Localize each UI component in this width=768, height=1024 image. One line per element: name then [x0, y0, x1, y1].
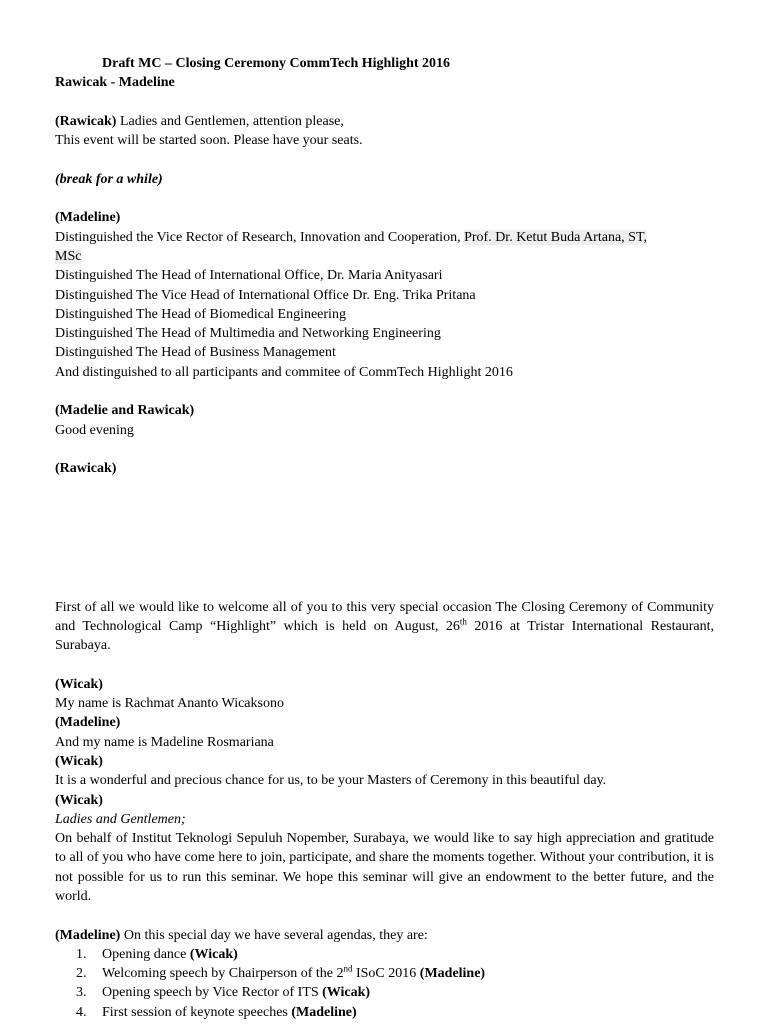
greeting-line: Distinguished The Vice Head of International Office Dr. Eng. Trika Pritana [55, 287, 476, 303]
dialogue-line: It is a wonderful and precious chance for us, to be your Masters of Ceremony in this beautiful day. [55, 773, 607, 789]
speaker-label: (Wicak) [55, 753, 103, 769]
dialogue-line: My name is Rachmat Ananto Wicaksono [55, 696, 284, 712]
agenda-item: 3. Opening speech by Vice Rector of ITS (Wicak) [76, 985, 371, 1001]
greeting-line: Distinguished The Head of International Office, Dr. Maria Anityasari [55, 268, 443, 284]
document-title: Draft MC – Closing Ceremony CommTech Highlight 2016 [102, 56, 451, 71]
highlighted-name: Prof. Dr. Ketut Buda Artana, ST, [464, 229, 647, 245]
appreciation-paragraph: On behalf of Institut Teknologi Sepuluh Nopember, Surabaya, we would like to say high appreciation and gratitude to all of you who have come here to join, participate, and share the moments together. Without your contribution, it is not possible for us to run this seminar. We hope this seminar will give an endowment to the better future, and the world. [55, 831, 714, 904]
speaker-label: (Rawicak) [55, 461, 117, 477]
speaker-label: (Madeline) [55, 715, 121, 731]
welcome-paragraph: First of all we would like to welcome all of you to this very special occasion The Closing Ceremony of Community and Technological Camp “Highlight” which is held on August, 26th 2016 at Tristar International Restaurant, Surabaya. [55, 599, 714, 654]
speaker-label: (Madelie and Rawicak) [55, 403, 195, 419]
agenda-intro: (Madeline) On this special day we have several agendas, they are: [55, 927, 428, 943]
dialogue-line: Ladies and Gentlemen; [55, 811, 186, 827]
speaker-label: (Madeline) [55, 927, 121, 943]
stage-direction: (break for a while) [55, 171, 163, 187]
speaker-label: (Rawicak) [55, 113, 117, 129]
greeting-line: Distinguished The Head of Biomedical Engineering [55, 306, 346, 322]
greeting-line: And distinguished to all participants and commitee of CommTech Highlight 2016 [55, 364, 513, 380]
greeting-line: Distinguished The Head of Business Management [55, 345, 336, 361]
agenda-item: 1. Opening dance (Wicak) [76, 946, 238, 962]
agenda-list [55, 945, 714, 1022]
announcement-line: (Rawicak) Ladies and Gentlemen, attention please, [55, 113, 344, 129]
speaker-label: (Wicak) [55, 792, 103, 808]
dialogue-line: And my name is Madeline Rosmariana [55, 734, 274, 750]
greeting-line: Good evening [55, 422, 134, 438]
agenda-item: 4. First session of keynote speeches (Madeline) [76, 1004, 357, 1020]
speaker-label: (Wicak) [55, 676, 103, 692]
greeting-line: MSc [55, 248, 82, 264]
greeting-line: Distinguished the Vice Rector of Research, Innovation and Cooperation, Prof. Dr. Ketut Buda Artana, ST, [55, 229, 647, 245]
greeting-line: Distinguished The Head of Multimedia and Networking Engineering [55, 326, 441, 342]
announcement-line: This event will be started soon. Please have your seats. [55, 133, 363, 149]
speaker-label: (Madeline) [55, 210, 121, 226]
mc-names: Rawicak - Madeline [55, 75, 175, 91]
agenda-item: 2. Welcoming speech by Chairperson of the 2nd ISoC 2016 (Madeline) [76, 963, 486, 982]
document-body [55, 54, 714, 1022]
